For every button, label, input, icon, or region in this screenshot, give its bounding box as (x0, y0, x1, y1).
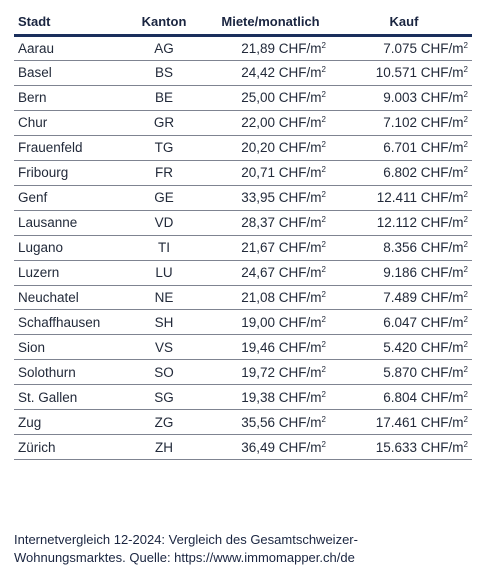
unit-superscript: 2 (321, 240, 326, 250)
kauf-value: 12.112 (376, 215, 418, 231)
cell-kauf (336, 435, 472, 460)
unit-label: CHF/m (420, 40, 464, 56)
unit-label: CHF/m (420, 115, 464, 131)
cell-kauf (336, 310, 472, 335)
table-row (14, 110, 472, 135)
table-row (14, 210, 472, 235)
unit-superscript: 2 (463, 314, 468, 324)
column-header-kauf: Kauf (336, 8, 472, 36)
cell-miete (205, 110, 336, 135)
miete-value: 21,67 (241, 240, 276, 256)
unit-label: CHF/m (420, 389, 464, 405)
cell-stadt: Fribourg (14, 160, 123, 185)
unit-label: CHF/m (420, 364, 464, 380)
cell-kanton: TG (123, 135, 205, 160)
unit-superscript: 2 (463, 90, 468, 100)
cell-stadt: Solothurn (14, 360, 123, 385)
price-table-grid (14, 8, 472, 460)
table-row (14, 335, 472, 360)
unit-superscript: 2 (321, 364, 326, 374)
miete-value: 20,71 (241, 165, 276, 181)
table-row (14, 36, 472, 61)
unit-label: CHF/m (278, 414, 322, 430)
unit-label: CHF/m (278, 290, 322, 305)
unit-label: CHF/m (278, 215, 322, 231)
cell-kanton: SG (123, 385, 205, 410)
unit-superscript: 2 (463, 389, 468, 399)
cell-stadt: Lugano (14, 235, 123, 260)
kauf-value: 15.633 (375, 439, 418, 455)
cell-kanton: BE (123, 85, 205, 110)
unit-label: CHF/m (278, 265, 322, 281)
unit-superscript: 2 (463, 240, 468, 250)
miete-value: 28,37 (241, 215, 276, 231)
footnote-line-1: Internetvergleich 12-2024: Vergleich des Gesamtschweizer- (14, 532, 358, 547)
cell-kauf (336, 260, 472, 285)
miete-value: 19,00 (241, 314, 276, 330)
cell-stadt: Zug (14, 410, 123, 435)
cell-stadt: Schaffhausen (14, 310, 123, 335)
cell-miete (205, 360, 336, 385)
cell-kanton: VS (123, 335, 205, 360)
unit-label: CHF/m (420, 339, 464, 355)
column-header-kanton: Kanton (123, 8, 205, 36)
unit-label: CHF/m (278, 40, 322, 56)
table-row (14, 160, 472, 185)
miete-value: 35,56 (241, 414, 276, 430)
cell-kauf (336, 335, 472, 360)
cell-kanton: TI (123, 235, 205, 260)
cell-miete (205, 385, 336, 410)
unit-superscript: 2 (463, 40, 468, 50)
unit-label: CHF/m (420, 414, 464, 430)
cell-miete (205, 185, 336, 210)
cell-kanton: FR (123, 160, 205, 185)
cell-miete (205, 85, 336, 110)
table-row (14, 85, 472, 110)
cell-miete (205, 60, 336, 85)
column-header-miete: Miete/monatlich (205, 8, 336, 36)
unit-superscript: 2 (463, 65, 468, 75)
cell-miete (205, 160, 336, 185)
cell-miete (205, 410, 336, 435)
unit-label: CHF/m (420, 290, 464, 305)
table-row (14, 360, 472, 385)
cell-stadt: Zürich (14, 435, 123, 460)
unit-label: CHF/m (278, 339, 322, 355)
price-table (14, 8, 472, 460)
miete-value: 21,89 (241, 40, 276, 56)
unit-superscript: 2 (321, 65, 326, 75)
kauf-value: 5.870 (383, 364, 418, 380)
miete-value: 19,72 (241, 364, 276, 380)
unit-superscript: 2 (321, 314, 326, 324)
unit-superscript: 2 (321, 165, 326, 175)
kauf-value: 5.420 (383, 339, 418, 355)
cell-stadt: Genf (14, 185, 123, 210)
header-row (14, 8, 472, 36)
unit-label: CHF/m (420, 65, 464, 81)
unit-label: CHF/m (420, 215, 464, 231)
table-row (14, 235, 472, 260)
cell-kauf (336, 110, 472, 135)
unit-label: CHF/m (278, 240, 322, 256)
table-row (14, 435, 472, 460)
cell-kanton: ZG (123, 410, 205, 435)
cell-kauf (336, 160, 472, 185)
unit-superscript: 2 (463, 115, 468, 125)
cell-miete (205, 235, 336, 260)
cell-stadt: St. Gallen (14, 385, 123, 410)
unit-superscript: 2 (321, 115, 326, 125)
unit-superscript: 2 (321, 290, 326, 299)
unit-superscript: 2 (321, 439, 326, 449)
unit-superscript: 2 (321, 40, 326, 50)
unit-superscript: 2 (463, 265, 468, 275)
miete-value: 22,00 (241, 115, 276, 131)
cell-kauf (336, 36, 472, 61)
cell-kauf (336, 85, 472, 110)
kauf-value: 6.701 (383, 140, 418, 156)
cell-kauf (336, 60, 472, 85)
cell-kauf (336, 135, 472, 160)
cell-kanton: AG (154, 40, 174, 56)
unit-label: CHF/m (278, 439, 322, 455)
cell-stadt: Luzern (14, 260, 123, 285)
unit-label: CHF/m (278, 165, 322, 181)
miete-value: 19,46 (241, 339, 276, 355)
unit-label: CHF/m (278, 115, 322, 131)
cell-miete (205, 210, 336, 235)
cell-stadt: Chur (14, 110, 123, 135)
cell-kauf (336, 385, 472, 410)
unit-superscript: 2 (321, 339, 326, 349)
table-row (14, 385, 472, 410)
cell-miete (205, 285, 336, 310)
miete-value: 24,67 (241, 265, 276, 281)
table-row (14, 285, 472, 310)
cell-stadt: Neuchatel (14, 285, 123, 310)
unit-superscript: 2 (463, 140, 468, 150)
unit-label: CHF/m (278, 65, 322, 81)
cell-kanton: GR (123, 110, 205, 135)
table-row (14, 135, 472, 160)
cell-stadt: Aarau (18, 40, 55, 56)
table-row (14, 410, 472, 435)
unit-superscript: 2 (321, 389, 326, 399)
cell-kauf (336, 210, 472, 235)
table-row (14, 185, 472, 210)
miete-value: 21,08 (241, 290, 276, 305)
unit-label: CHF/m (420, 439, 464, 455)
miete-value: 24,42 (241, 65, 276, 81)
kauf-value: 7.075 (383, 40, 418, 56)
unit-superscript: 2 (321, 215, 326, 225)
unit-superscript: 2 (321, 265, 326, 275)
cell-miete (205, 310, 336, 335)
kauf-value: 9.003 (383, 90, 418, 106)
miete-value: 33,95 (241, 190, 276, 206)
unit-superscript: 2 (463, 414, 468, 424)
unit-label: CHF/m (420, 190, 464, 206)
cell-kauf (336, 235, 472, 260)
unit-superscript: 2 (321, 140, 326, 150)
cell-kanton: SO (123, 360, 205, 385)
unit-label: CHF/m (278, 389, 322, 405)
cell-kauf (336, 410, 472, 435)
kauf-value: 6.802 (383, 165, 418, 181)
cell-kanton: NE (123, 285, 205, 310)
unit-label: CHF/m (420, 240, 464, 256)
unit-label: CHF/m (420, 90, 464, 106)
unit-superscript: 2 (463, 364, 468, 374)
table-header (14, 8, 472, 36)
unit-superscript: 2 (463, 439, 468, 449)
unit-superscript: 2 (463, 165, 468, 175)
kauf-value: 7.102 (383, 115, 418, 131)
kauf-value: 9.186 (383, 265, 418, 281)
unit-superscript: 2 (463, 190, 468, 200)
cell-miete (205, 435, 336, 460)
unit-superscript: 2 (321, 190, 326, 200)
unit-label: CHF/m (420, 140, 464, 156)
cell-kanton: VD (123, 210, 205, 235)
kauf-value: 10.571 (375, 65, 418, 81)
cell-miete (205, 335, 336, 360)
footnote (14, 531, 484, 567)
cell-miete (205, 260, 336, 285)
unit-label: CHF/m (278, 90, 322, 106)
table-body (14, 36, 472, 460)
cell-miete (205, 36, 336, 61)
cell-kauf (336, 185, 472, 210)
kauf-value: 6.804 (383, 389, 418, 405)
cell-kanton: ZH (123, 435, 205, 460)
unit-label: CHF/m (420, 265, 464, 281)
unit-label: CHF/m (278, 190, 322, 206)
cell-stadt: Frauenfeld (14, 135, 123, 160)
unit-superscript: 2 (463, 215, 468, 225)
column-header-stadt: Stadt (14, 8, 123, 36)
unit-label: CHF/m (420, 314, 464, 330)
cell-kauf (336, 285, 472, 310)
cell-stadt: Bern (14, 85, 123, 110)
unit-label: CHF/m (278, 140, 322, 156)
kauf-value: 7.489 (383, 290, 418, 305)
cell-stadt: Basel (14, 60, 123, 85)
miete-value: 19,38 (241, 389, 276, 405)
cell-kanton: LU (123, 260, 205, 285)
cell-stadt: Sion (14, 335, 123, 360)
unit-superscript: 2 (321, 414, 326, 424)
unit-label: CHF/m (278, 314, 322, 330)
miete-value: 25,00 (241, 90, 276, 106)
cell-kanton: GE (123, 185, 205, 210)
table-row (14, 260, 472, 285)
kauf-value: 8.356 (383, 240, 418, 256)
cell-kanton: SH (123, 310, 205, 335)
miete-value: 36,49 (241, 439, 276, 455)
kauf-value: 12.411 (376, 190, 418, 206)
table-row (14, 60, 472, 85)
cell-kanton: BS (123, 60, 205, 85)
kauf-value: 17.461 (375, 414, 418, 430)
miete-value: 20,20 (241, 140, 276, 156)
cell-miete (205, 135, 336, 160)
table-row (14, 310, 472, 335)
cell-stadt: Lausanne (14, 210, 123, 235)
unit-label: CHF/m (420, 165, 464, 181)
kauf-value: 6.047 (383, 314, 418, 330)
unit-superscript: 2 (463, 290, 468, 299)
cell-kauf (336, 360, 472, 385)
unit-superscript: 2 (321, 90, 326, 100)
unit-label: CHF/m (278, 364, 322, 380)
footnote-line-2: Wohnungsmarktes. Quelle: https://www.immomapper.ch/de (14, 550, 355, 565)
unit-superscript: 2 (463, 339, 468, 349)
